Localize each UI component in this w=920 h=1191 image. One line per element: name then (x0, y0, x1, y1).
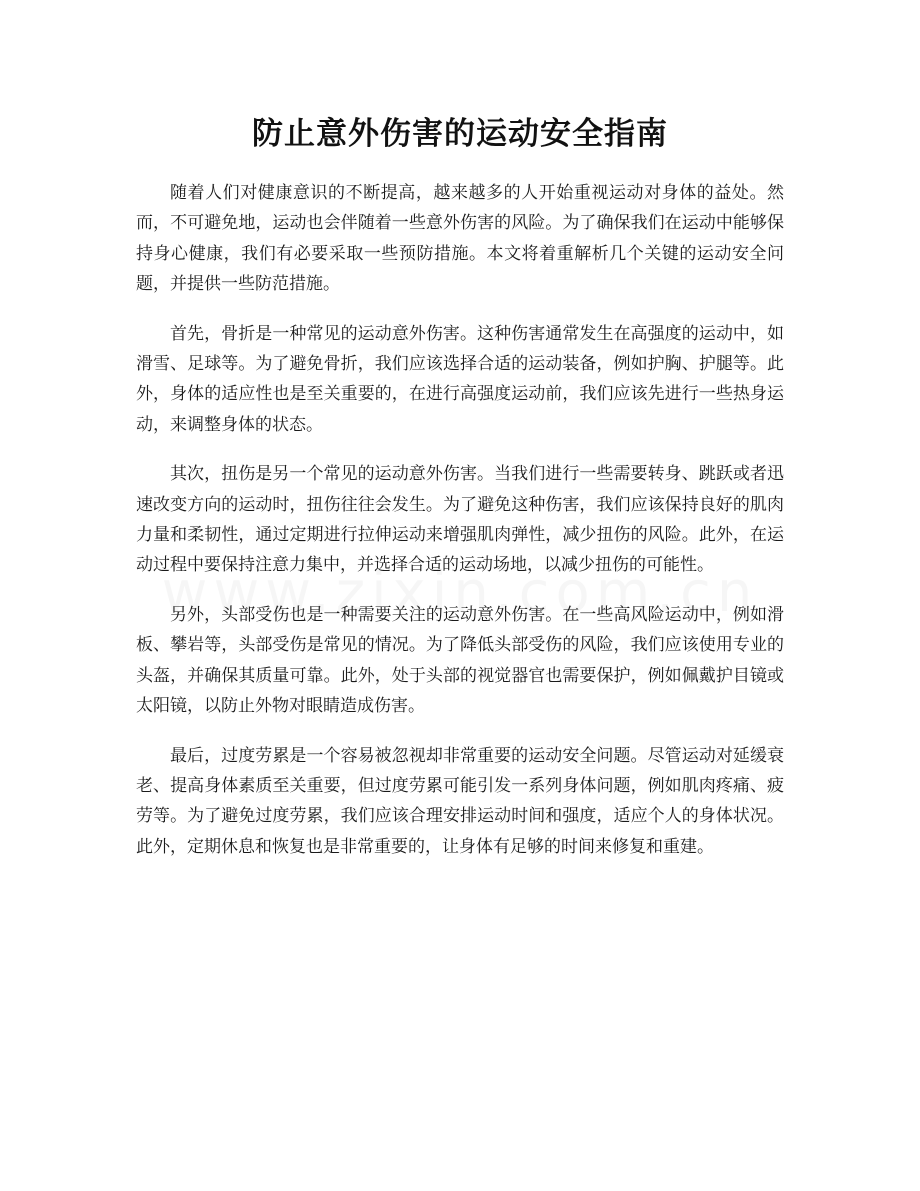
paragraph-overexertion: 最后，过度劳累是一个容易被忽视却非常重要的运动安全问题。尽管运动对延缓衰老、提高身体素质至关重要，但过度劳累可能引发一系列身体问题，例如肌肉疼痛、疲劳等。为了避免过度劳累，我们应该合理安排运动时间和强度，适应个人的身体状况。此外，定期休息和恢复也是非常重要的，让身体有足够的时间来修复和重建。 (136, 745, 784, 857)
document-title: 防止意外伤害的运动安全指南 (252, 116, 668, 152)
paragraph-sprain: 其次，扭伤是另一个常见的运动意外伤害。当我们进行一些需要转身、跳跃或者迅速改变方向的运动时，扭伤往往会发生。为了避免这种伤害，我们应该保持良好的肌肉力量和柔韧性，通过定期进行拉伸运动来增强肌肉弹性，减少扭伤的风险。此外，在运动过程中要保持注意力集中，并选择合适的运动场地，以减少扭伤的可能性。 (136, 464, 784, 576)
paragraph-fracture: 首先，骨折是一种常见的运动意外伤害。这种伤害通常发生在高强度的运动中，如滑雪、足球等。为了避免骨折，我们应该选择合适的运动装备，例如护胸、护腿等。此外，身体的适应性也是至关重要的，在进行高强度运动前，我们应该先进行一些热身运动，来调整身体的状态。 (136, 323, 784, 435)
document-body (136, 178, 784, 881)
paragraph-intro: 随着人们对健康意识的不断提高，越来越多的人开始重视运动对身体的益处。然而，不可避免地，运动也会伴随着一些意外伤害的风险。为了确保我们在运动中能够保持身心健康，我们有必要采取一些预防措施。本文将着重解析几个关键的运动安全问题，并提供一些防范措施。 (136, 183, 784, 295)
paragraph-head-injury: 另外，头部受伤也是一种需要关注的运动意外伤害。在一些高风险运动中，例如滑板、攀岩等，头部受伤是常见的情况。为了降低头部受伤的风险，我们应该使用专业的头盔，并确保其质量可靠。此外，处于头部的视觉器官也需要保护，例如佩戴护目镜或太阳镜，以防止外物对眼睛造成伤害。 (136, 604, 784, 717)
